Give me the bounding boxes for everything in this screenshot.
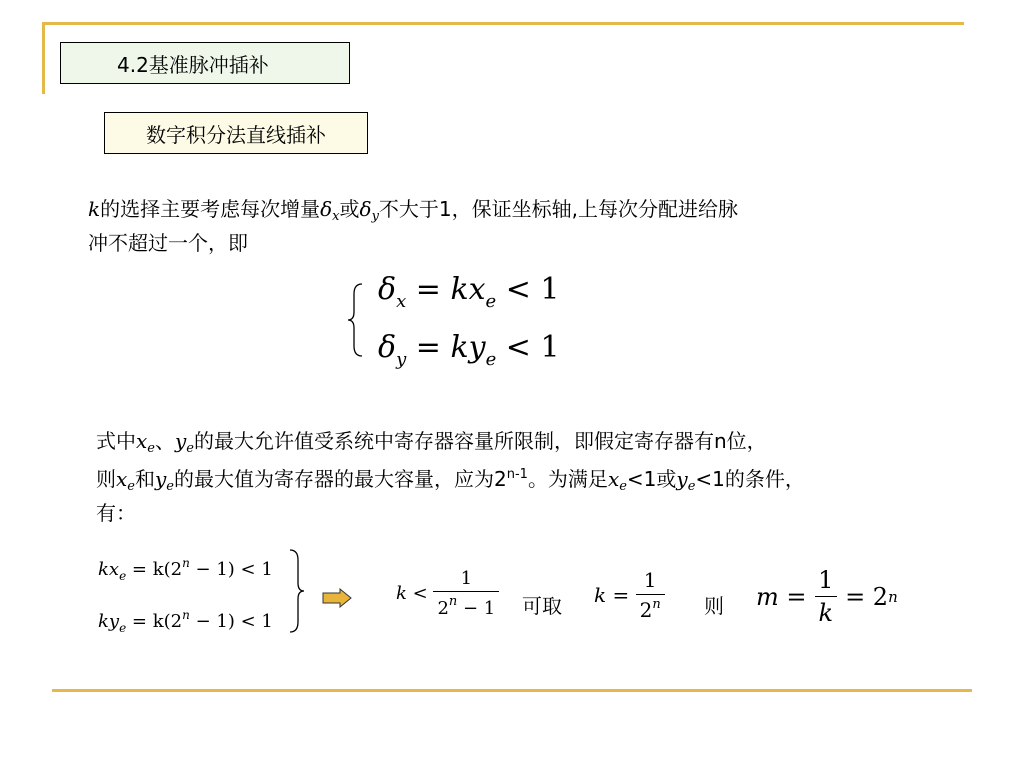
equation-kye xyxy=(98,608,273,635)
delta-symbol: δ xyxy=(320,197,333,221)
power: n xyxy=(182,608,190,622)
sub: x xyxy=(396,291,407,312)
var-x: x xyxy=(116,467,128,491)
numerator: 1 xyxy=(460,568,473,589)
rhs: = kx xyxy=(415,272,486,307)
denominator xyxy=(636,594,665,622)
var-y: y xyxy=(676,467,688,491)
fraction-1 xyxy=(433,568,499,619)
result-k-bound xyxy=(396,568,499,619)
var-y: y xyxy=(154,467,167,491)
sub-e: e xyxy=(147,441,155,456)
var-y: y xyxy=(174,429,187,453)
delta: δ xyxy=(378,330,397,365)
text-then: 则 xyxy=(704,594,724,618)
section-title: 4.2基准脉冲插补 xyxy=(60,42,350,84)
power: n xyxy=(182,556,190,570)
sub: y xyxy=(396,349,407,370)
k-eq: k = xyxy=(594,583,630,607)
left-brace xyxy=(346,282,366,358)
lhs: ky xyxy=(98,611,120,632)
sub: e xyxy=(485,349,497,370)
power: n xyxy=(448,594,458,609)
sub-e: e xyxy=(186,441,194,456)
m-eq: m = xyxy=(756,582,807,611)
text: 式中 xyxy=(96,429,136,453)
rhs: = ky xyxy=(415,330,486,365)
equation-delta-x xyxy=(378,272,560,312)
var-k: k xyxy=(88,197,101,221)
fraction-3 xyxy=(814,566,837,627)
sub-y: y xyxy=(371,209,379,224)
right-brace xyxy=(286,548,306,634)
delta: δ xyxy=(378,272,397,307)
power: n-1 xyxy=(506,467,528,482)
text: <1的条件， xyxy=(695,467,805,491)
result-k-value xyxy=(594,568,665,622)
fraction-2 xyxy=(636,568,665,622)
power: n xyxy=(652,597,661,612)
text: 和 xyxy=(134,467,155,491)
numerator: 1 xyxy=(818,566,834,594)
paragraph-register-limit xyxy=(96,428,956,526)
k-lt: k < xyxy=(396,583,428,604)
var-x: x xyxy=(607,467,620,491)
text: 的选择主要考虑每次增量 xyxy=(100,197,321,221)
paragraph-k-selection xyxy=(88,196,918,256)
tail: < 1 xyxy=(496,330,560,365)
tail: − 1) < 1 xyxy=(189,611,273,632)
text: <1或 xyxy=(626,467,677,491)
text: 冲不超过一个，即 xyxy=(88,231,248,255)
base: 2 xyxy=(639,598,653,622)
denominator xyxy=(433,591,499,619)
text: 则 xyxy=(96,467,116,491)
sub-e: e xyxy=(166,479,174,494)
top-rule xyxy=(42,22,964,25)
sub: e xyxy=(119,621,127,635)
implies-arrow-icon xyxy=(322,588,352,608)
equation-delta-y xyxy=(378,330,560,370)
mid: = k(2 xyxy=(126,611,183,632)
sub-e: e xyxy=(127,479,135,494)
numerator: 1 xyxy=(643,568,657,592)
denominator: k xyxy=(815,596,838,627)
equation-kxe xyxy=(98,556,273,583)
text: 、 xyxy=(154,429,175,453)
text: 不大于1，保证坐标轴,上每次分配进给脉 xyxy=(378,197,739,221)
tail: < 1 xyxy=(496,272,560,307)
lhs: kx xyxy=(98,559,120,580)
text: 。为满足 xyxy=(527,467,608,491)
text: 的最大值为寄存器的最大容量，应为2 xyxy=(174,467,507,491)
mid: = k(2 xyxy=(126,559,183,580)
sub: e xyxy=(485,291,497,312)
text: 的最大允许值受系统中寄存器容量所限制，即假定寄存器有n位， xyxy=(194,429,767,453)
tail: − 1 xyxy=(457,598,496,619)
bottom-rule xyxy=(52,689,972,692)
text: 或 xyxy=(339,197,360,221)
tail: − 1) < 1 xyxy=(189,559,273,580)
text-can-take: 可取 xyxy=(522,594,562,618)
result-m-value xyxy=(756,566,898,627)
subsection-title: 数字积分法直线插补 xyxy=(104,112,368,154)
power: n xyxy=(888,587,898,606)
var-x: x xyxy=(136,429,148,453)
sub-e: e xyxy=(619,479,627,494)
equals-two: = 2 xyxy=(845,582,889,611)
base: 2 xyxy=(437,598,449,619)
sub-e: e xyxy=(687,479,696,494)
text: 有： xyxy=(96,501,136,525)
delta-symbol: δ xyxy=(359,197,372,221)
left-rule xyxy=(42,22,45,94)
sub-x: x xyxy=(332,209,340,224)
sub: e xyxy=(119,569,127,583)
